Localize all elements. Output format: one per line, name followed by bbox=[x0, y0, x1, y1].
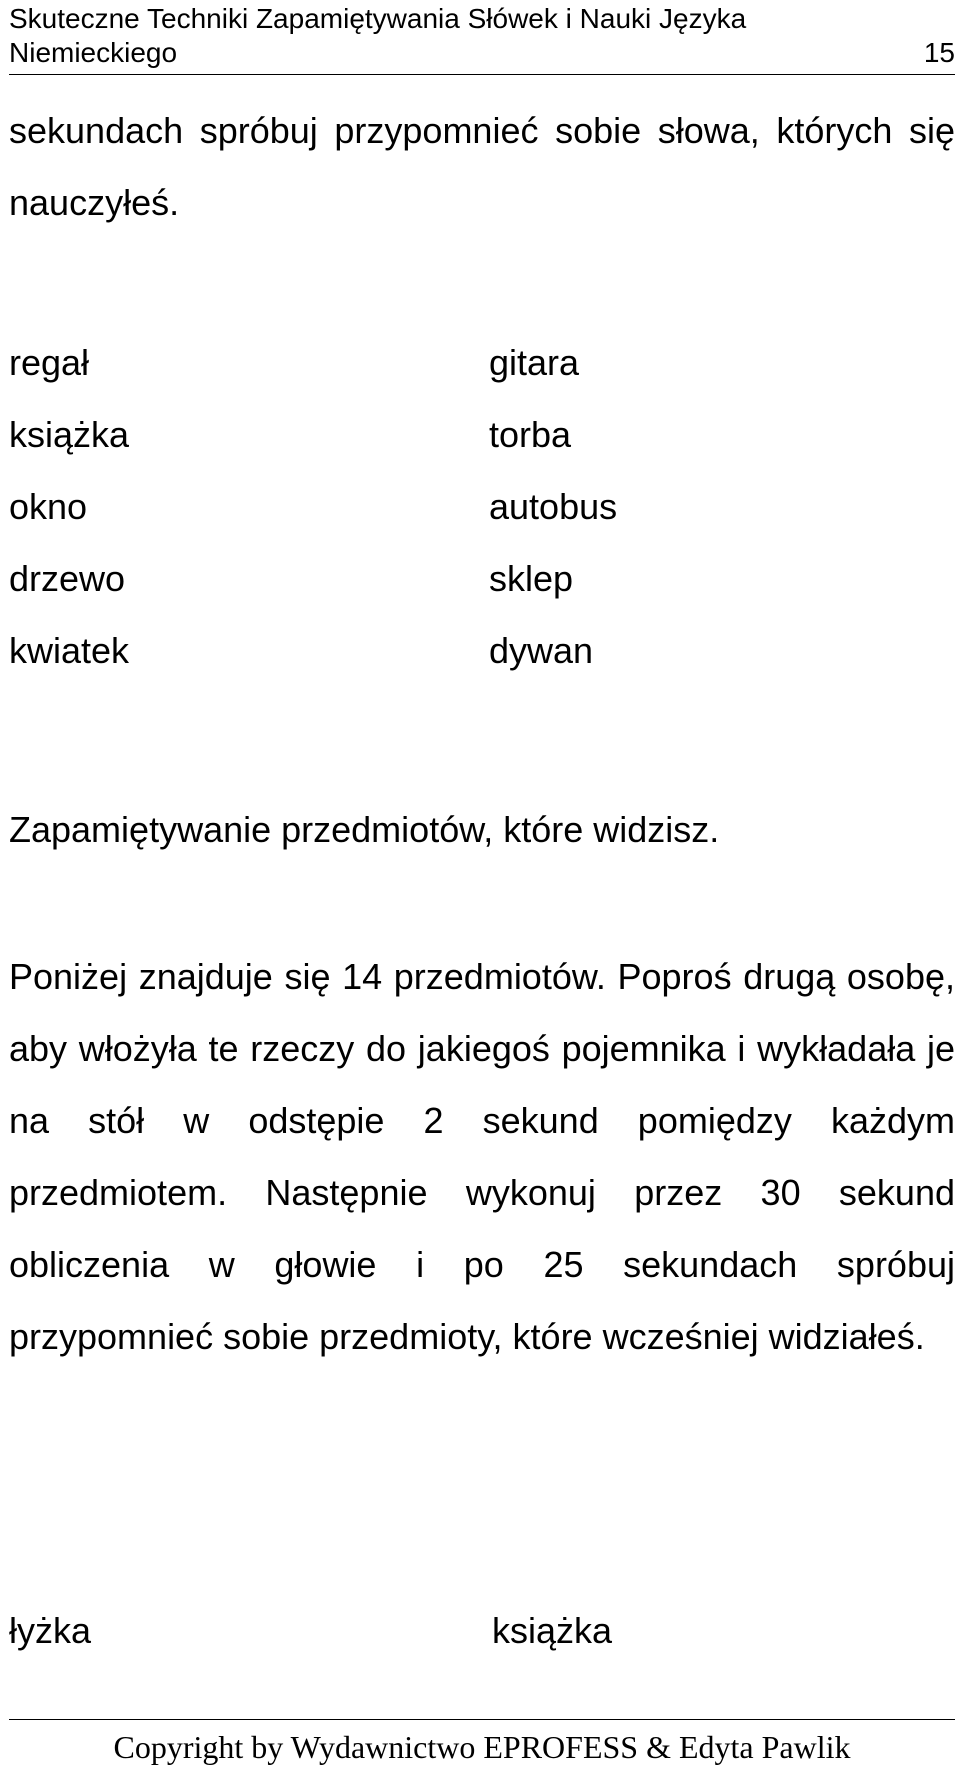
list-item: gitara bbox=[489, 342, 580, 383]
word-list-2-left-column bbox=[9, 1595, 91, 1667]
header-divider bbox=[9, 74, 955, 75]
list-item: torba bbox=[489, 414, 572, 455]
list-item: okno bbox=[9, 486, 88, 527]
book-title-line-1: Skuteczne Techniki Zapamiętywania Słówek i Nauki Języka bbox=[9, 3, 747, 34]
book-title-line-2: Niemieckiego bbox=[9, 37, 178, 68]
list-item: dywan bbox=[489, 630, 594, 671]
instructions-paragraph: Poniżej znajduje się 14 przedmiotów. Poproś drugą osobę, aby włożyła te rzeczy do jakiegoś pojemnika i wykładała je na stół w odstępie 2 sekund pomiędzy każdym przedmiotem. Następnie wykonuj przez 30 sekund obliczenia w głowie i po 25 sekundach spróbuj przypomnieć sobie przedmioty, które wcześniej widziałeś. bbox=[9, 956, 955, 1357]
intro-paragraph: sekundach spróbuj przypomnieć sobie słowa, których się nauczyłeś. bbox=[9, 110, 955, 223]
list-item: autobus bbox=[489, 486, 618, 527]
page-number: 15 bbox=[923, 37, 955, 68]
list-item: sklep bbox=[489, 558, 574, 599]
word-list-1-left-column bbox=[9, 327, 129, 687]
section-heading: Zapamiętywanie przedmiotów, które widzisz. bbox=[9, 809, 720, 850]
list-item: drzewo bbox=[9, 558, 126, 599]
page-header bbox=[9, 2, 955, 70]
list-item: łyżka bbox=[9, 1610, 92, 1651]
copyright-footer: Copyright by Wydawnictwo EPROFESS & Edyta Pawlik bbox=[113, 1729, 851, 1765]
list-item: regał bbox=[9, 342, 90, 383]
word-list-1-right-column bbox=[489, 327, 617, 687]
footer-divider bbox=[9, 1719, 955, 1720]
list-item: książka bbox=[492, 1610, 613, 1651]
list-item: kwiatek bbox=[9, 630, 130, 671]
word-list-2-right-column bbox=[492, 1595, 612, 1667]
list-item: książka bbox=[9, 414, 130, 455]
